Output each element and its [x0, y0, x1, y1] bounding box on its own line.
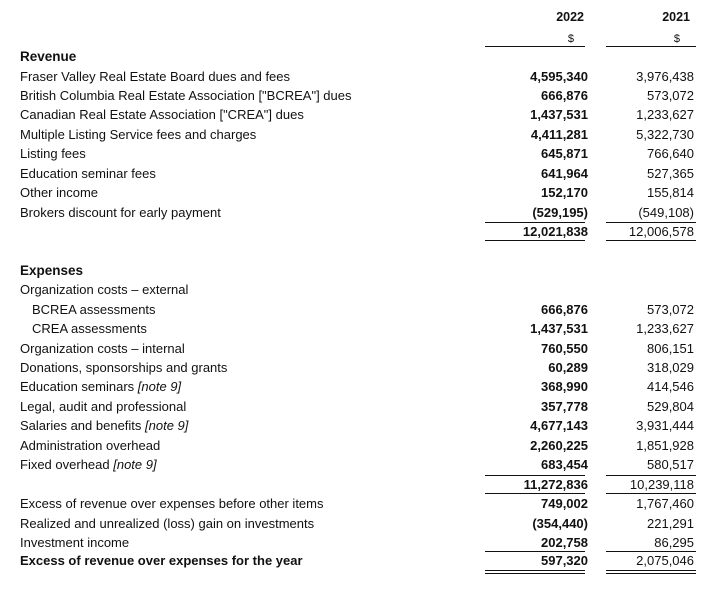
value-2021: 3,931,444 — [636, 418, 694, 433]
value-2021: 573,072 — [647, 302, 694, 317]
revenue-row — [0, 185, 714, 204]
revenue-heading-row — [0, 49, 714, 68]
net-subtotal-rule-2021 — [606, 551, 696, 552]
revenue-row — [0, 107, 714, 126]
revenue-total-2022: 12,021,838 — [522, 224, 588, 239]
value-2022: 60,289 — [548, 360, 588, 375]
value-2021: 529,804 — [647, 399, 694, 414]
value-2021: 766,640 — [647, 146, 694, 161]
note-reference: [note 9] — [145, 418, 189, 433]
line-label: Other income — [20, 185, 99, 200]
revenue-row — [0, 127, 714, 146]
revenue-total-rule-2022 — [485, 240, 585, 241]
line-label: Organization costs – external — [20, 282, 189, 297]
value-2021: 221,291 — [647, 516, 694, 531]
value-2022: 645,871 — [541, 146, 588, 161]
line-label: Excess of revenue over expenses before other items — [20, 496, 324, 511]
value-2021: 573,072 — [647, 88, 694, 103]
value-2021: 1,851,928 — [636, 438, 694, 453]
line-label-text: Education seminars — [20, 379, 138, 394]
revenue-subtotal-rule-2022 — [485, 222, 585, 223]
line-label: Realized and unrealized (loss) gain on investments — [20, 516, 315, 531]
expense-row — [0, 360, 714, 379]
value-2022: 202,758 — [541, 535, 588, 550]
expense-row — [0, 321, 714, 340]
value-2021: 1,233,627 — [636, 107, 694, 122]
line-label-text: Salaries and benefits — [20, 418, 146, 433]
line-label: Education seminar fees — [20, 166, 156, 181]
expense-row — [0, 457, 714, 476]
line-label — [20, 418, 188, 433]
expense-row — [0, 399, 714, 418]
value-2021: 155,814 — [647, 185, 694, 200]
line-label: Fraser Valley Real Estate Board dues and fees — [20, 69, 291, 84]
net-result-2022: 597,320 — [541, 553, 588, 568]
expenses-total-2022: 11,272,836 — [523, 477, 588, 492]
value-2022: 4,595,340 — [530, 69, 588, 84]
value-2021: (549,108) — [638, 205, 694, 220]
revenue-row — [0, 88, 714, 107]
currency-2022: $ — [567, 33, 574, 45]
expenses-total-2021: 10,239,118 — [629, 477, 694, 492]
year-2021-header: 2021 — [662, 10, 690, 24]
value-2021: 3,976,438 — [636, 69, 694, 84]
value-2022: 2,260,225 — [530, 438, 588, 453]
header-rule-2022 — [485, 46, 585, 47]
expense-row — [0, 438, 714, 457]
value-2022: (354,440) — [532, 516, 588, 531]
line-label-text: Fixed overhead — [20, 457, 114, 472]
note-reference: [note 9] — [113, 457, 157, 472]
summary-row — [0, 496, 714, 515]
value-2022: 666,876 — [541, 88, 588, 103]
value-2022: 1,437,531 — [530, 107, 588, 122]
summary-row — [0, 516, 714, 535]
value-2021: 1,767,460 — [636, 496, 694, 511]
value-2022: 4,677,143 — [530, 418, 588, 433]
currency-2021: $ — [673, 33, 680, 45]
value-2021: 318,029 — [647, 360, 694, 375]
expenses-subtotal-rule-2022 — [485, 475, 585, 476]
revenue-total-2021: 12,006,578 — [628, 224, 694, 239]
line-label — [20, 379, 181, 394]
value-2021: 86,295 — [654, 535, 694, 550]
value-2021: 1,233,627 — [636, 321, 694, 336]
line-label: Canadian Real Estate Association ["CREA"] dues — [20, 107, 304, 122]
value-2022: 683,454 — [541, 457, 588, 472]
value-2021: 580,517 — [647, 457, 694, 472]
note-reference: [note 9] — [137, 379, 182, 394]
expenses-heading: Expenses — [20, 263, 84, 278]
value-2021: 5,322,730 — [636, 127, 694, 142]
value-2022: 368,990 — [541, 379, 588, 394]
value-2022: 641,964 — [541, 166, 588, 181]
header-rule-2021 — [606, 46, 696, 47]
value-2022: 760,550 — [541, 341, 588, 356]
expense-row — [0, 379, 714, 398]
line-label: British Columbia Real Estate Association ["BCREA"] dues — [20, 88, 352, 103]
revenue-row — [0, 166, 714, 185]
value-2022: 152,170 — [541, 185, 588, 200]
line-label: Investment income — [20, 535, 130, 550]
value-2022: 357,778 — [541, 399, 588, 414]
expenses-total-rule-2021 — [606, 493, 696, 494]
value-2021: 806,151 — [647, 341, 694, 356]
revenue-total-rule-2021 — [606, 240, 696, 241]
net-result-2021: 2,075,046 — [636, 553, 694, 568]
line-label: BCREA assessments — [32, 302, 156, 317]
year-2022-header: 2022 — [556, 10, 584, 24]
line-label — [20, 457, 157, 472]
value-2022: 4,411,281 — [530, 127, 588, 142]
line-label: Administration overhead — [20, 438, 161, 453]
value-2021: 414,546 — [647, 379, 694, 394]
line-label: Legal, audit and professional — [20, 399, 187, 414]
expense-row — [0, 341, 714, 360]
value-2021: 527,365 — [647, 166, 694, 181]
expenses-subtotal-rule-2021 — [606, 475, 696, 476]
net-double-rule-2021 — [606, 570, 696, 574]
value-2022: 666,876 — [541, 302, 588, 317]
line-label: Organization costs – internal — [20, 341, 185, 356]
revenue-row — [0, 69, 714, 88]
line-label: Brokers discount for early payment — [20, 205, 221, 220]
expense-row — [0, 418, 714, 437]
expenses-total-rule-2022 — [485, 493, 585, 494]
line-label: CREA assessments — [32, 321, 147, 336]
line-label: Donations, sponsorships and grants — [20, 360, 228, 375]
net-subtotal-rule-2022 — [485, 551, 585, 552]
value-2022: 749,002 — [541, 496, 588, 511]
value-2022: 1,437,531 — [530, 321, 588, 336]
revenue-row — [0, 146, 714, 165]
revenue-heading: Revenue — [20, 49, 77, 64]
line-label: Multiple Listing Service fees and charges — [20, 127, 257, 142]
net-result-label: Excess of revenue over expenses for the year — [20, 553, 303, 568]
line-label: Listing fees — [20, 146, 86, 161]
expense-row — [0, 282, 714, 301]
net-double-rule-2022 — [485, 570, 585, 574]
expenses-heading-row — [0, 263, 714, 282]
value-2022: (529,195) — [532, 205, 588, 220]
expense-row — [0, 302, 714, 321]
revenue-subtotal-rule-2021 — [606, 222, 696, 223]
